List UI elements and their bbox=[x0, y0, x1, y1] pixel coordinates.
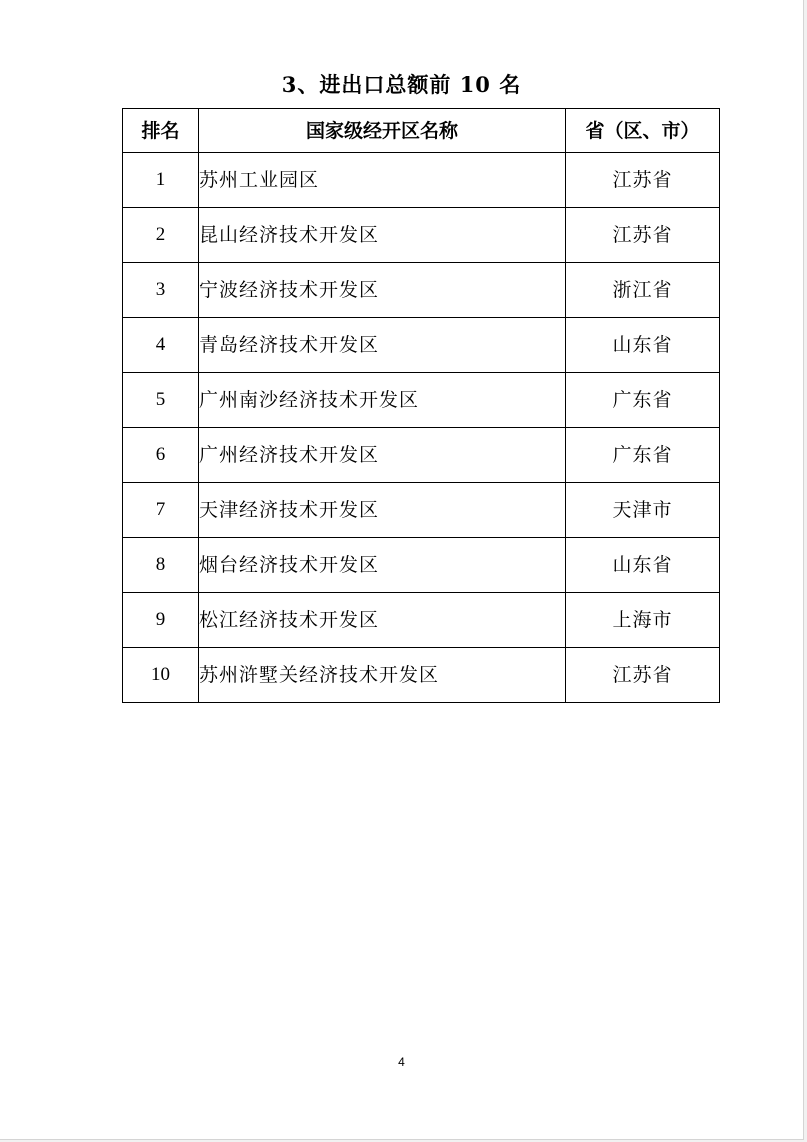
rank-cell: 9 bbox=[123, 593, 199, 648]
page-number: 4 bbox=[398, 1055, 405, 1069]
province-cell: 上海市 bbox=[566, 593, 720, 648]
ranking-table bbox=[122, 108, 720, 703]
province-cell: 江苏省 bbox=[566, 648, 720, 703]
rank-cell: 4 bbox=[123, 318, 199, 373]
rank-cell: 10 bbox=[123, 648, 199, 703]
table-row bbox=[123, 153, 720, 208]
table-row bbox=[123, 593, 720, 648]
header-zone-name: 国家级经开区名称 bbox=[199, 109, 566, 153]
zone-name-cell: 苏州工业园区 bbox=[199, 153, 566, 208]
table-row bbox=[123, 648, 720, 703]
province-cell: 山东省 bbox=[566, 318, 720, 373]
rank-cell: 1 bbox=[123, 153, 199, 208]
zone-name-cell: 青岛经济技术开发区 bbox=[199, 318, 566, 373]
table-header-row bbox=[123, 109, 720, 153]
section-title: 3、进出口总额前 10 名 bbox=[281, 72, 522, 97]
zone-name-cell: 广州经济技术开发区 bbox=[199, 428, 566, 483]
header-rank: 排名 bbox=[123, 109, 199, 153]
rank-cell: 6 bbox=[123, 428, 199, 483]
province-cell: 江苏省 bbox=[566, 208, 720, 263]
table-row bbox=[123, 208, 720, 263]
zone-name-cell: 昆山经济技术开发区 bbox=[199, 208, 566, 263]
province-cell: 山东省 bbox=[566, 538, 720, 593]
table-row bbox=[123, 318, 720, 373]
header-province: 省（区、市） bbox=[566, 109, 720, 153]
rank-cell: 8 bbox=[123, 538, 199, 593]
rank-cell: 5 bbox=[123, 373, 199, 428]
table-row bbox=[123, 263, 720, 318]
province-cell: 广东省 bbox=[566, 428, 720, 483]
rank-cell: 2 bbox=[123, 208, 199, 263]
table-row bbox=[123, 428, 720, 483]
province-cell: 江苏省 bbox=[566, 153, 720, 208]
table-row bbox=[123, 538, 720, 593]
zone-name-cell: 天津经济技术开发区 bbox=[199, 483, 566, 538]
province-cell: 浙江省 bbox=[566, 263, 720, 318]
zone-name-cell: 烟台经济技术开发区 bbox=[199, 538, 566, 593]
rank-cell: 7 bbox=[123, 483, 199, 538]
table-row bbox=[123, 373, 720, 428]
zone-name-cell: 松江经济技术开发区 bbox=[199, 593, 566, 648]
zone-name-cell: 苏州浒墅关经济技术开发区 bbox=[199, 648, 566, 703]
zone-name-cell: 广州南沙经济技术开发区 bbox=[199, 373, 566, 428]
table-row bbox=[123, 483, 720, 538]
province-cell: 广东省 bbox=[566, 373, 720, 428]
rank-cell: 3 bbox=[123, 263, 199, 318]
province-cell: 天津市 bbox=[566, 483, 720, 538]
zone-name-cell: 宁波经济技术开发区 bbox=[199, 263, 566, 318]
